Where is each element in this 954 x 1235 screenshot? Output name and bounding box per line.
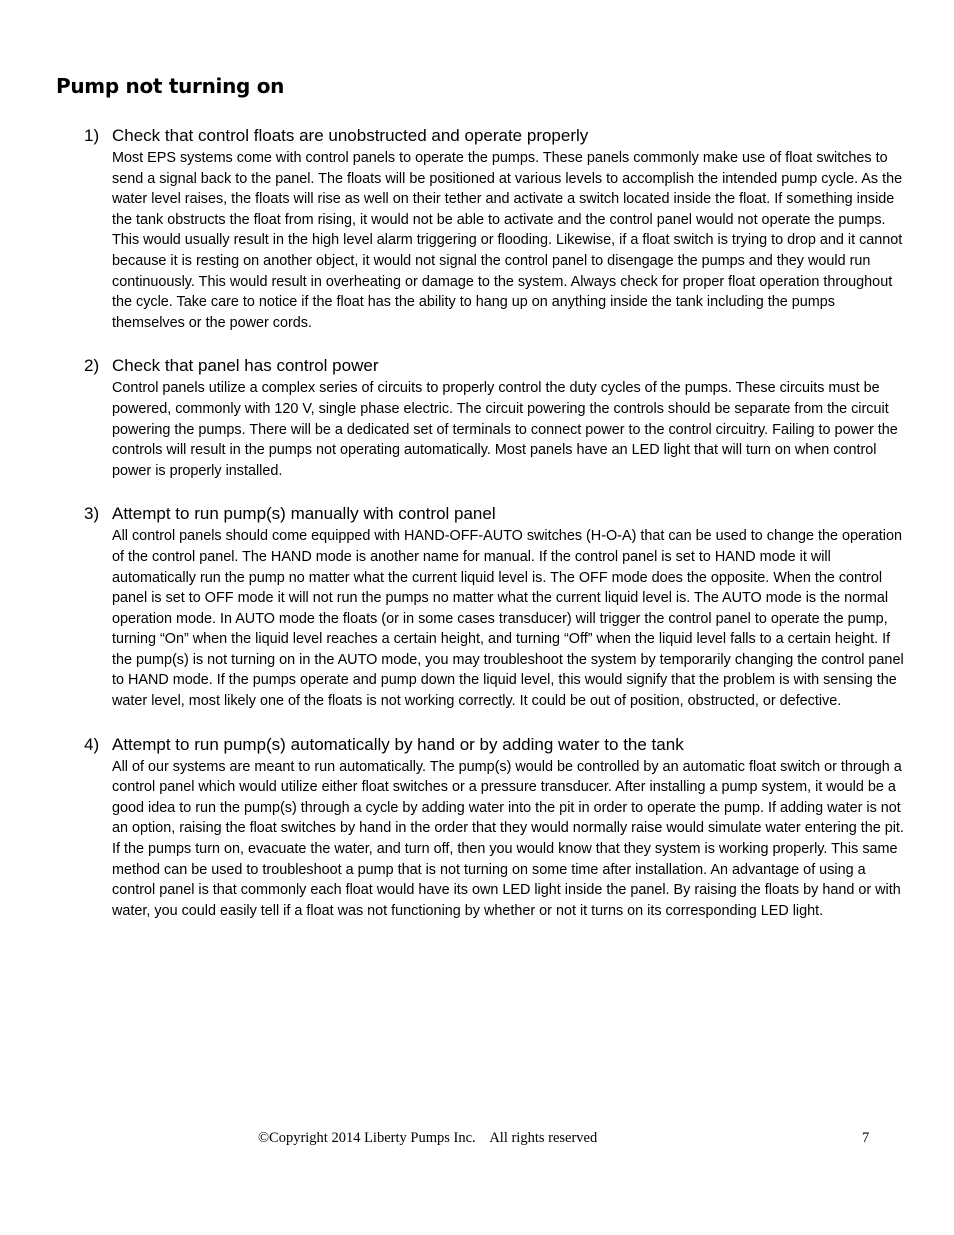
section-body: All of our systems are meant to run automatically. The pump(s) would be controlled by an automatic float switch or through a control panel which would utilize either float switches or a pressure transducer. After installing a pump system, it would be a good idea to run the pump(s) through a cycle by adding water into the pit in order to operate the pump. If adding water is not an option, raising the float switches by hand in the order that they would normally raise would simulate water entering the pit. If the pumps turn on, evacuate the water, and turn off, then you would know that they system is working properly. This same method can be used to troubleshoot a pump that is not turning on some time after installation. An advantage of using a control panel is that commonly each float would have its own LED light inside the panel. By raising the floats by hand or with water, you could easily tell if a float was not functioning by whether or not it turns on its corresponding LED light. xyxy=(112,758,904,919)
section-heading xyxy=(84,734,914,756)
section-heading-text: Attempt to run pump(s) automatically by hand or by adding water to the tank xyxy=(112,734,684,754)
section-control-power xyxy=(84,355,914,481)
section-heading-text: Check that panel has control power xyxy=(112,356,379,376)
troubleshooting-list xyxy=(84,125,914,943)
section-number: 3) xyxy=(84,504,100,524)
section-heading xyxy=(84,355,914,377)
section-number: 1) xyxy=(84,126,100,145)
section-heading xyxy=(84,125,914,147)
section-body: Control panels utilize a complex series of circuits to properly control the duty cycles of the pumps. These circuits must be powered, commonly with 120 V, single phase electric. The circuit powering the controls should be separate from the circuit powering the pumps. There will be a dedicated set of terminals to connect power to the control circuitry. Failing to power the controls will result in the pumps not operating automatically. Most panels have an LED light that will turn on when control power is properly installed. xyxy=(112,380,898,479)
section-heading xyxy=(84,503,914,525)
section-manual-run xyxy=(84,503,914,711)
section-number: 2) xyxy=(84,356,100,376)
section-number: 4) xyxy=(84,734,100,754)
section-automatic-run xyxy=(84,734,914,922)
section-check-floats xyxy=(84,125,914,333)
section-body: Most EPS systems come with control panels to operate the pumps. These panels commonly make use of float switches to send a signal back to the panel. The floats will be positioned at various levels to accomplish the intended pump cycle. As the water level raises, the floats will rise as well on their tether and activate a switch located inside the float. If something inside the tank obstructs the float from rising, it would not be able to activate and the control panel would not operate the pumps. This would usually result in the high level alarm triggering or flooding. Likewise, if a float switch is trying to drop and it cannot because it is resting on another object, it would not signal the control panel to disengage the pumps and they would run continuously. This would result in overheating or damage to the system. Always check for proper float operation throughout the cycle. Take care to notice if the float has the ability to hang up on anything inside the tank including the pumps themselves or the power cords. xyxy=(112,150,903,331)
copyright-notice: ©Copyright 2014 Liberty Pumps Inc. All rights reserved xyxy=(258,1130,598,1146)
section-heading-text: Attempt to run pump(s) manually with control panel xyxy=(112,504,496,524)
page-number: 7 xyxy=(862,1130,870,1146)
page-title: Pump not turning on xyxy=(56,74,285,98)
section-heading-text: Check that control floats are unobstructed and operate properly xyxy=(112,126,589,145)
section-body: All control panels should come equipped with HAND-OFF-AUTO switches (H-O-A) that can be used to change the operation of the control panel. The HAND mode is another name for manual. If the control panel is set to HAND mode it will automatically run the pump no matter what the current liquid level is. The OFF mode does the opposite. When the control panel is set to OFF mode it will not run the pumps no matter what the current liquid level is. The AUTO mode is the normal operation mode. In AUTO mode the floats (or in some cases transducer) will trigger the control panel to operate the pump, turning “On” when the liquid level reaches a certain height, and turning “Off” when the liquid level falls to a certain height. If the pump(s) is not turning on in the AUTO mode, you may troubleshoot the system by temporarily changing the control panel to HAND mode. If the pumps operate and pump down the liquid level, this would signify that the problem is with sensing the water level, most likely one of the floats is not working correctly. It could be out of position, obstructed, or defective. xyxy=(112,528,904,710)
